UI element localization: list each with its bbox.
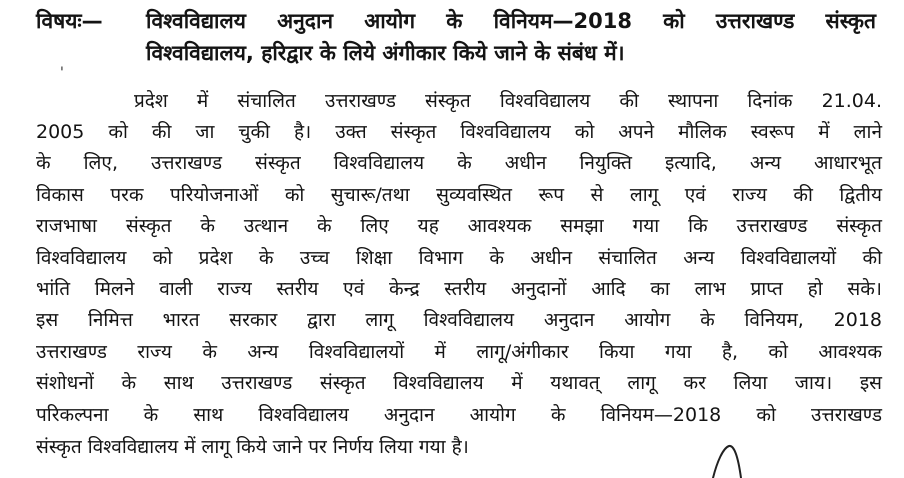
paragraph-line: भांति मिलने वाली राज्य स्तरीय एवं केन्द्र स्तरीय अनुदानों आदि का लाभ प्राप्त हो सके। (36, 278, 882, 300)
paragraph-line: संशोधनों के साथ उत्तराखण्ड संस्कृत विश्वविद्यालय में यथावत् लागू कर लिया जाय। इस (36, 372, 882, 394)
paragraph-line: विकास परक परियोजनाओं को सुचारू/तथा सुव्यवस्थित रूप से लागू एवं राज्य की द्वितीय (36, 184, 882, 206)
paragraph-line: प्रदेश में संचालित उत्तराखण्ड संस्कृत विश्वविद्यालय की स्थापना दिनांक 21.04. (134, 90, 882, 112)
paragraph-line: उत्तराखण्ड राज्य के अन्य विश्वविद्यालयों में लागू/अंगीकार किया गया है, को आवश्यक (36, 341, 882, 363)
stray-ink-mark: ' (60, 65, 64, 81)
subject-line-1: विश्वविद्यालय अनुदान आयोग के विनियम—2018 को उत्तराखण्ड संस्कृत (146, 9, 876, 33)
paragraph-line: 2005 को की जा चुकी है। उक्त संस्कृत विश्वविद्यालय को अपने मौलिक स्वरूप में लाने (36, 121, 882, 143)
paragraph-line: इस निमित्त भारत सरकार द्वारा लागू विश्वविद्यालय अनुदान आयोग के विनियम, 2018 (36, 309, 882, 331)
signature-stroke (705, 440, 765, 478)
paragraph-line: विश्वविद्यालय को प्रदेश के उच्च शिक्षा विभाग के अधीन संचालित अन्य विश्वविद्यालयों की (36, 247, 882, 269)
paragraph-line: के लिए, उत्तराखण्ड संस्कृत विश्वविद्यालय के अधीन नियुक्ति इत्यादि, अन्य आधारभूत (36, 152, 882, 174)
subject-line-2: विश्वविद्यालय, हरिद्वार के लिये अंगीकार किये जाने के संबंध में। (146, 41, 625, 65)
paragraph-line: संस्कृत विश्वविद्यालय में लागू किये जाने पर निर्णय लिया गया है। (36, 436, 469, 458)
paragraph-line: परिकल्पना के साथ विश्वविद्यालय अनुदान आयोग के विनियम—2018 को उत्तराखण्ड (36, 404, 882, 426)
subject-label: विषयः— (36, 9, 103, 33)
paragraph-line: राजभाषा संस्कृत के उत्थान के लिए यह आवश्यक समझा गया कि उत्तराखण्ड संस्कृत (36, 215, 882, 237)
